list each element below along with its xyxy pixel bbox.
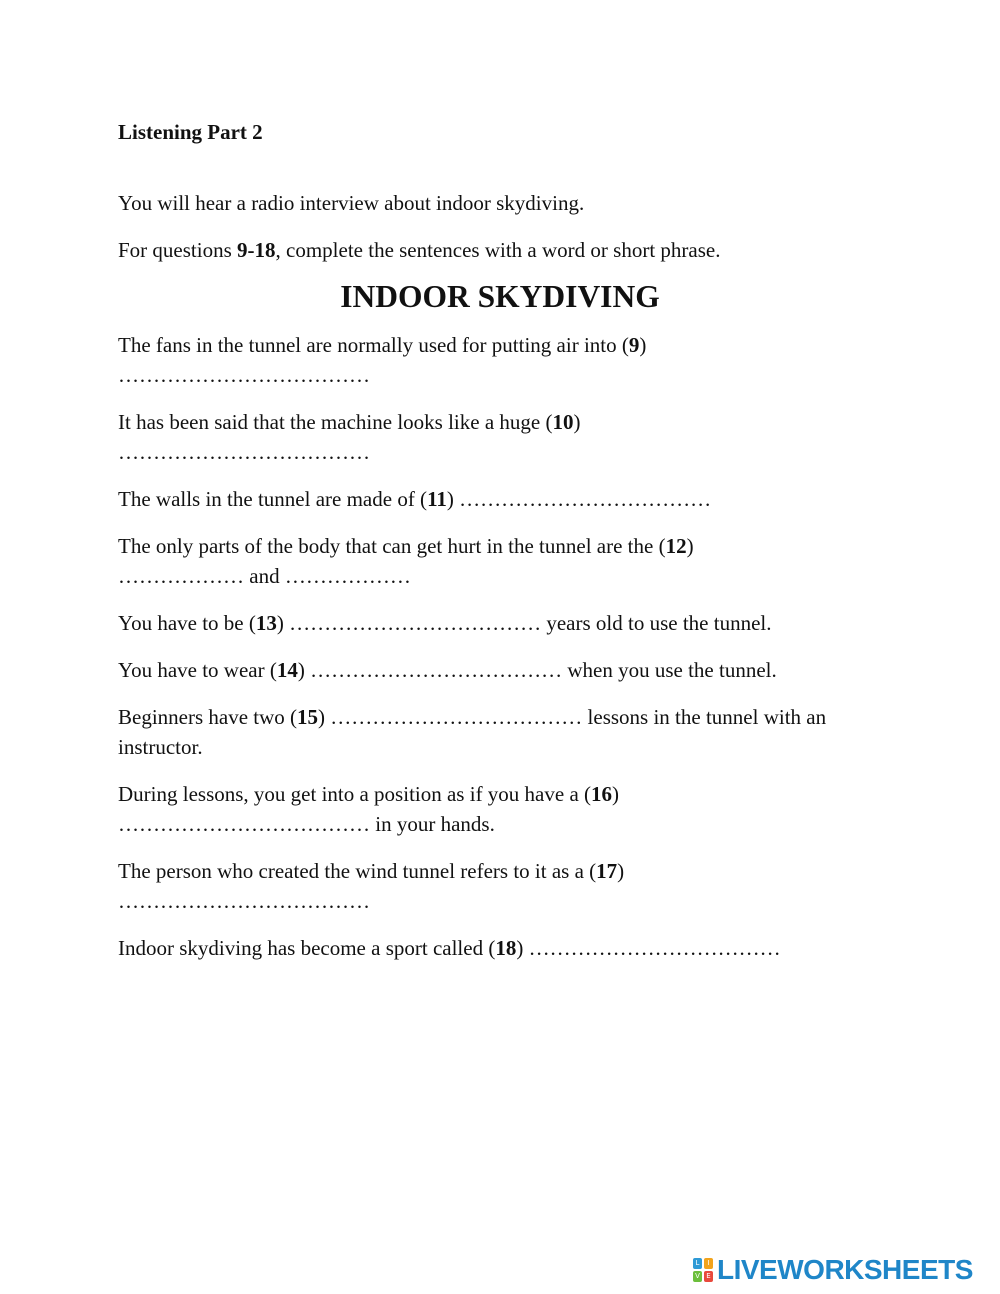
question-13: You have to be (13) ……………………………… years old to use the tunnel. (118, 611, 772, 635)
question-number: 9 (628, 333, 640, 357)
question-number: 10 (552, 410, 574, 434)
question-number: 12 (665, 534, 687, 558)
answer-blank-16[interactable]: ……………………………… (118, 812, 370, 836)
liveworksheets-mark-icon: L I V E (693, 1258, 713, 1282)
question-16: During lessons, you get into a position as if you have a (16) ……………………………… in your hands. (118, 782, 620, 836)
section-heading: INDOOR SKYDIVING (340, 279, 660, 314)
question-9: The fans in the tunnel are normally used for putting air into (9) ……………………………… (118, 333, 647, 387)
instructions-after: , complete the sentences with a word or short phrase. (275, 238, 721, 262)
question-18: Indoor skydiving has become a sport called (18) ……………………………… (118, 936, 781, 960)
question-number: 11 (427, 487, 447, 511)
question-11: The walls in the tunnel are made of (11) ……………………………… (118, 487, 712, 511)
question-number: 16 (591, 782, 613, 806)
answer-blank-13[interactable]: ……………………………… (289, 611, 542, 635)
question-range: 9-18 (237, 238, 276, 262)
answer-blank-18[interactable]: ……………………………… (528, 936, 781, 960)
answer-blank-15[interactable]: ……………………………… (330, 705, 583, 729)
question-number: 18 (495, 936, 517, 960)
question-10: It has been said that the machine looks like a huge (10) ……………………………… (118, 410, 581, 464)
instructions-text (118, 237, 878, 263)
question-17: The person who created the wind tunnel refers to it as a (17) ……………………………… (118, 859, 625, 913)
question-15: Beginners have two (15) ……………………………… lessons in the tunnel with an instructor. (118, 705, 827, 759)
question-12: The only parts of the body that can get hurt in the tunnel are the (12) ……………… and ……………… (118, 534, 694, 588)
answer-blank-10[interactable]: ……………………………… (118, 440, 370, 464)
question-number: 15 (297, 705, 319, 729)
question-list (118, 330, 878, 980)
question-number: 14 (276, 658, 298, 682)
brand-name: LIVEWORKSHEETS (717, 1254, 973, 1285)
answer-blank-14[interactable]: ……………………………… (310, 658, 563, 682)
question-number: 17 (596, 859, 618, 883)
instructions-before: For questions (118, 238, 238, 262)
question-14: You have to wear (14) ……………………………… when you use the tunnel. (118, 658, 777, 682)
intro-text: You will hear a radio interview about indoor skydiving. (118, 191, 585, 215)
liveworksheets-logo[interactable] (693, 1256, 973, 1284)
answer-blank-12b[interactable]: ……………… (284, 564, 411, 588)
answer-blank-9[interactable]: ……………………………… (118, 363, 370, 387)
answer-blank-17[interactable]: ……………………………… (118, 889, 370, 913)
answer-blank-11[interactable]: ……………………………… (459, 487, 712, 511)
page-title: Listening Part 2 (118, 120, 263, 144)
answer-blank-12a[interactable]: ……………… (118, 564, 244, 588)
question-number: 13 (255, 611, 277, 635)
